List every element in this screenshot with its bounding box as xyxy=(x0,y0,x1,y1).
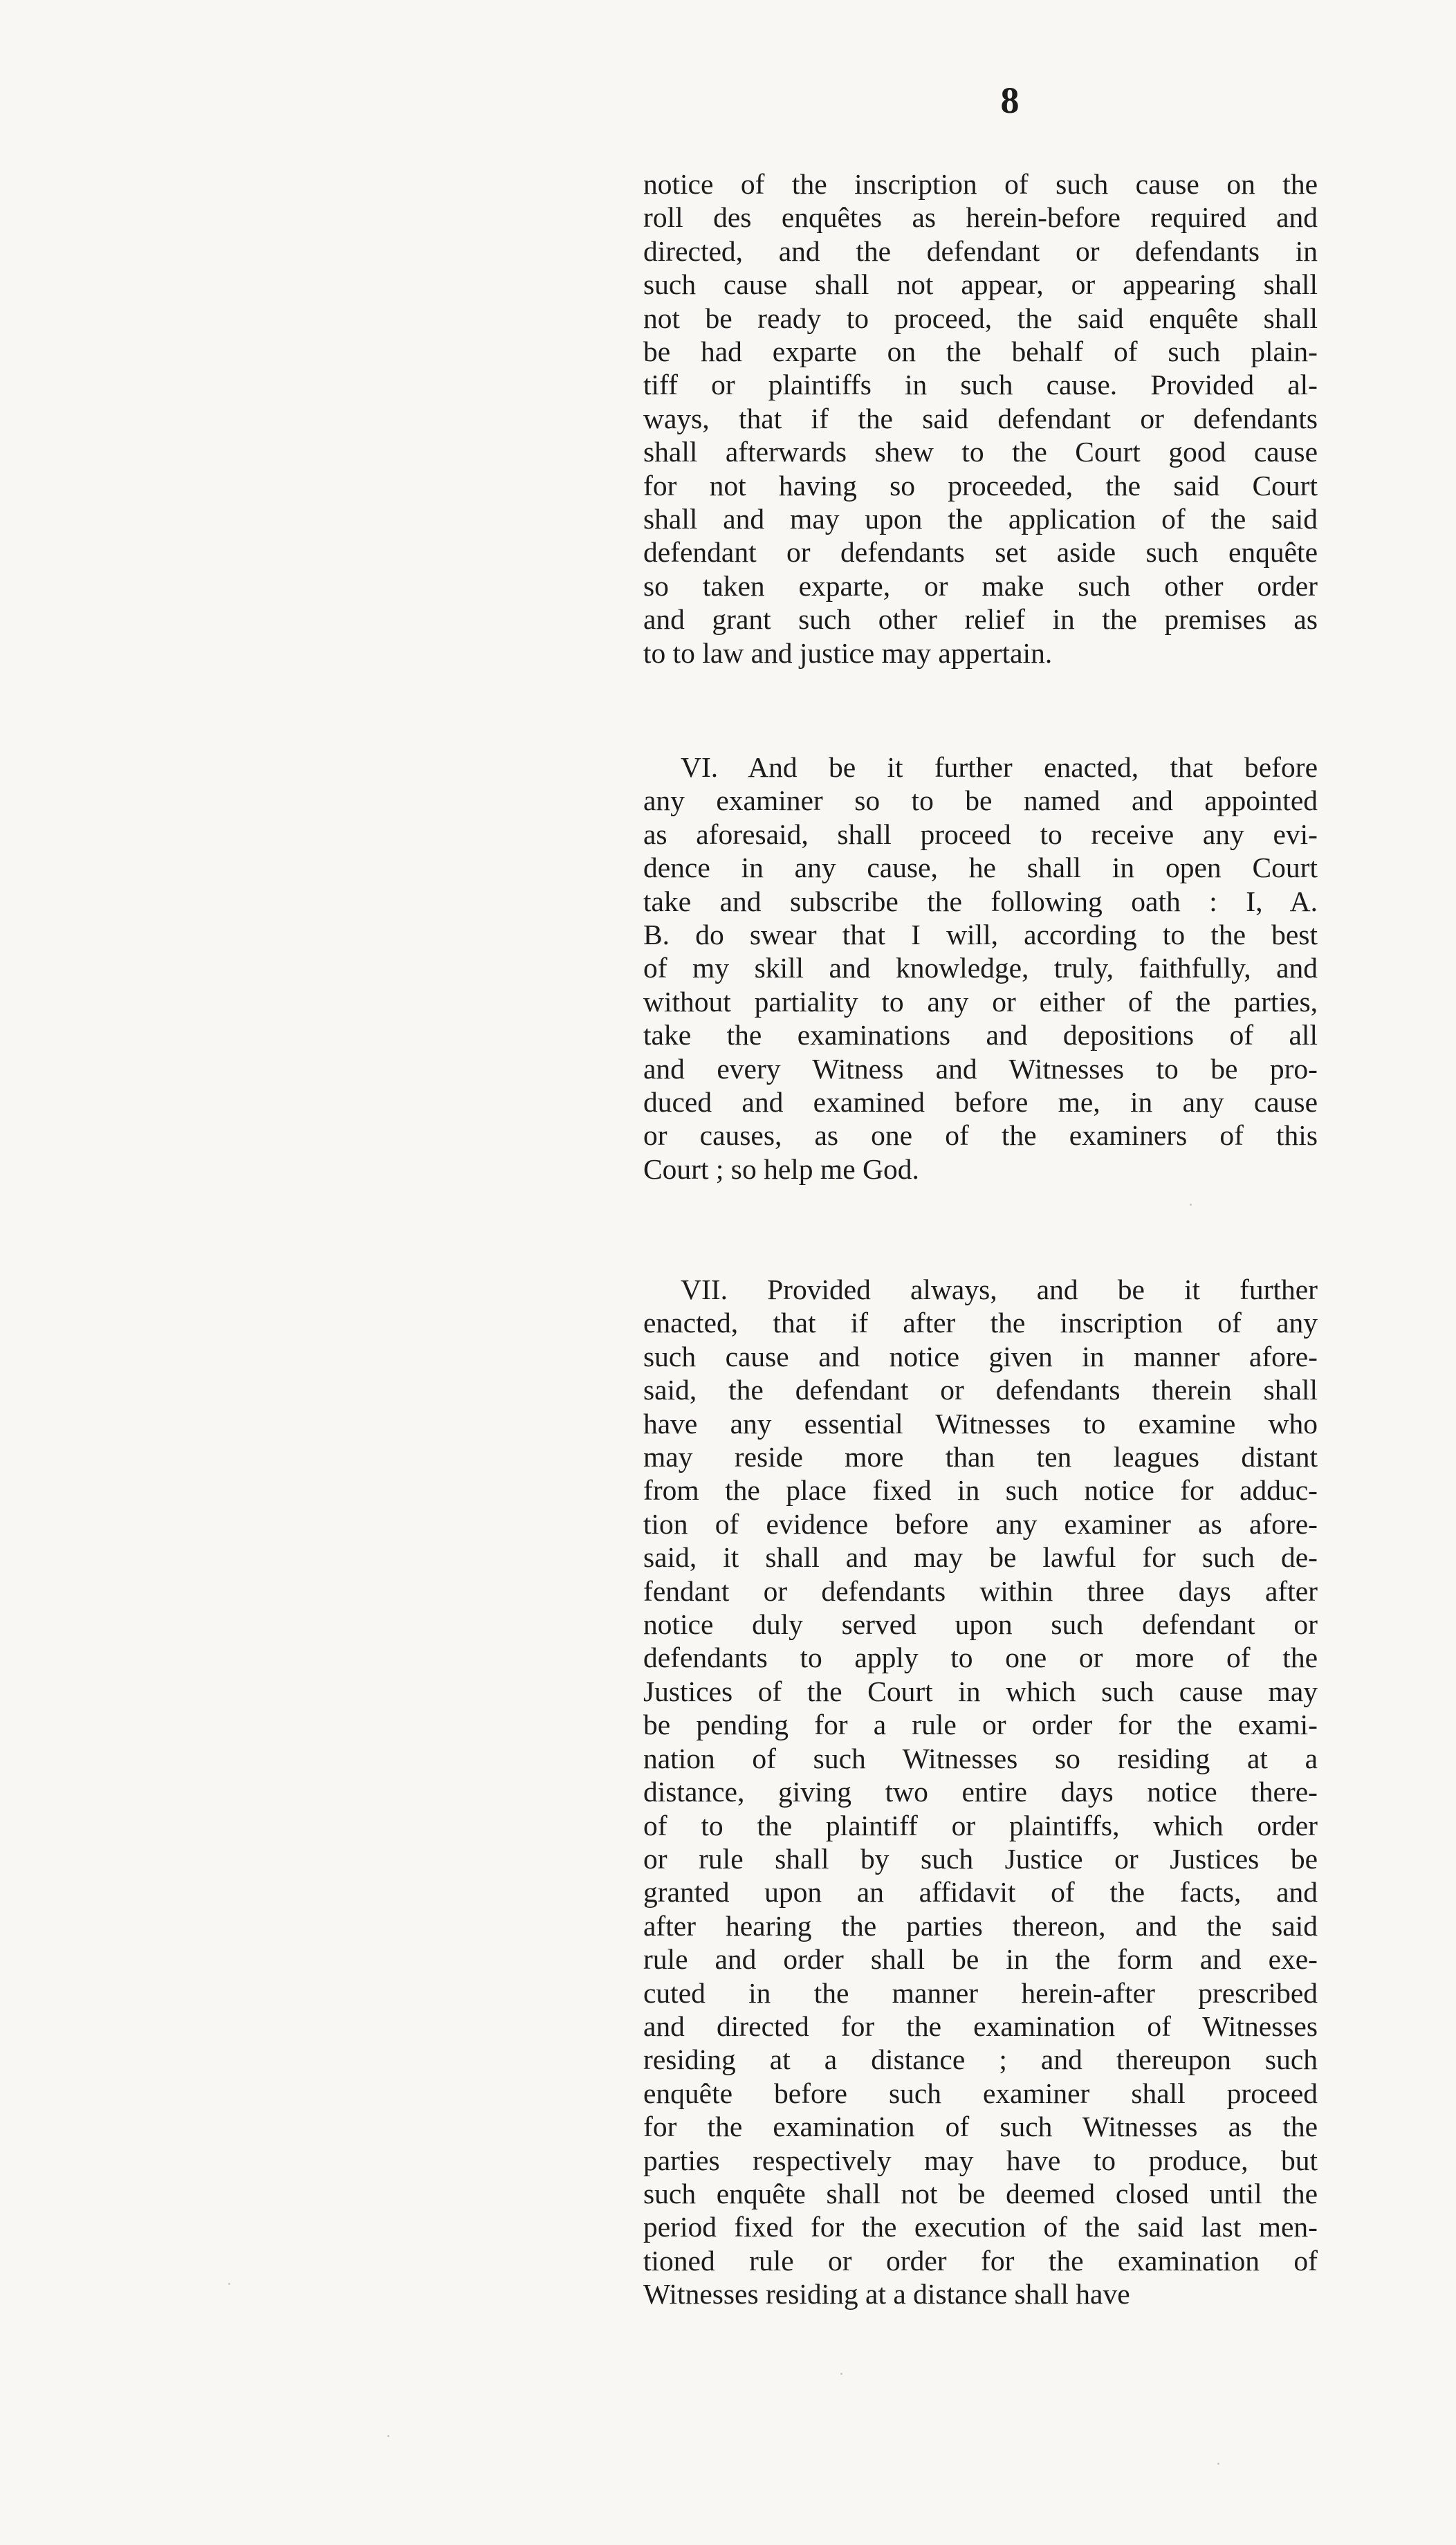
text-line: to to law and justice may appertain. xyxy=(643,636,1053,669)
text-line: and directed for the examination of Witnesses xyxy=(643,2010,1318,2042)
text-line: shall afterwards shew to the Court good cause xyxy=(643,436,1318,468)
text-line: period fixed for the execution of the said last men- xyxy=(643,2211,1318,2243)
paragraph-section-vii xyxy=(643,1273,1318,2311)
text-line: said, the defendant or defendants therein shall xyxy=(643,1374,1318,1406)
text-line: directed, and the defendant or defendants in xyxy=(643,235,1318,267)
text-line: such cause and notice given in manner afore- xyxy=(643,1340,1318,1372)
text-line: enacted, that if after the inscription of any xyxy=(643,1307,1318,1339)
paragraph-section-vi xyxy=(643,751,1318,1186)
text-line: and every Witness and Witnesses to be pro- xyxy=(643,1052,1318,1085)
text-line: VI. And be it further enacted, that before xyxy=(681,751,1318,783)
text-line: shall and may upon the application of the said xyxy=(643,503,1318,535)
text-line: take and subscribe the following oath : I, A. xyxy=(643,885,1318,917)
text-line: dence in any cause, he shall in open Court xyxy=(643,852,1318,884)
text-line: defendants to apply to one or more of the xyxy=(643,1642,1318,1674)
text-line: Justices of the Court in which such cause may xyxy=(643,1675,1318,1707)
text-line: be had exparte on the behalf of such plain- xyxy=(643,336,1318,368)
text-line: such enquête shall not be deemed closed until the xyxy=(643,2177,1318,2209)
text-line: ways, that if the said defendant or defendants xyxy=(643,402,1318,434)
paper-speck xyxy=(840,2373,842,2375)
text-line: tion of evidence before any examiner as afore- xyxy=(643,1507,1318,1540)
text-line: be pending for a rule or order for the exami- xyxy=(643,1709,1318,1741)
text-line: and grant such other relief in the premises as xyxy=(643,603,1318,636)
text-line: may reside more than ten leagues distant xyxy=(643,1441,1318,1473)
text-line: notice duly served upon such defendant or xyxy=(643,1608,1318,1641)
text-line: take the examinations and depositions of all xyxy=(643,1019,1318,1051)
text-line: for not having so proceeded, the said Court xyxy=(643,469,1318,502)
text-line: from the place fixed in such notice for adduc- xyxy=(643,1474,1318,1507)
text-line: have any essential Witnesses to examine who xyxy=(643,1407,1318,1440)
text-line: Court ; so help me God. xyxy=(643,1152,919,1185)
paper-speck xyxy=(387,2435,389,2437)
page-number: 8 xyxy=(1000,80,1020,121)
text-line: for the examination of such Witnesses as the xyxy=(643,2111,1318,2143)
text-line: after hearing the parties thereon, and the said xyxy=(643,1909,1318,1942)
paragraph-continuation xyxy=(643,167,1318,670)
text-line: as aforesaid, shall proceed to receive any evi- xyxy=(643,818,1318,850)
text-line: residing at a distance ; and thereupon such xyxy=(643,2043,1318,2076)
text-line: VII. Provided always, and be it further xyxy=(681,1274,1318,1305)
text-line: any examiner so to be named and appointed xyxy=(643,784,1318,817)
text-line: cuted in the manner herein-after prescribed xyxy=(643,1976,1318,2009)
text-line: distance, giving two entire days notice there- xyxy=(643,1776,1318,1808)
text-line: notice of the inscription of such cause on the xyxy=(643,168,1318,200)
paper-speck xyxy=(1190,1204,1192,1206)
text-line: of to the plaintiff or plaintiffs, which order xyxy=(643,1809,1318,1841)
text-line: roll des enquêtes as herein-before required and xyxy=(643,201,1318,234)
paper-speck xyxy=(228,2283,230,2285)
text-line: so taken exparte, or make such other order xyxy=(643,569,1318,602)
text-line: not be ready to proceed, the said enquête shall xyxy=(643,302,1318,334)
text-line: Witnesses residing at a distance shall have xyxy=(643,2278,1130,2310)
text-line: granted upon an affidavit of the facts, and xyxy=(643,1876,1318,1909)
text-line: defendant or defendants set aside such enquête xyxy=(643,536,1318,569)
text-line: tiff or plaintiffs in such cause. Provided al- xyxy=(643,369,1318,401)
text-line: nation of such Witnesses so residing at a xyxy=(643,1742,1318,1774)
text-line: enquête before such examiner shall proceed xyxy=(643,2077,1318,2109)
text-line: rule and order shall be in the form and exe- xyxy=(643,1943,1318,1976)
text-line: tioned rule or order for the examination of xyxy=(643,2244,1318,2277)
text-line: or causes, as one of the examiners of this xyxy=(643,1119,1318,1152)
text-line: B. do swear that I will, according to the best xyxy=(643,919,1318,951)
text-line: of my skill and knowledge, truly, faithfully, and xyxy=(643,952,1318,984)
text-line: said, it shall and may be lawful for such de- xyxy=(643,1541,1318,1574)
text-line: such cause shall not appear, or appearing shall xyxy=(643,268,1318,301)
text-line: or rule shall by such Justice or Justices be xyxy=(643,1842,1318,1875)
paper-speck xyxy=(1217,2463,1219,2465)
text-line: duced and examined before me, in any cause xyxy=(643,1086,1318,1119)
text-line: without partiality to any or either of the parties, xyxy=(643,985,1318,1018)
text-line: fendant or defendants within three days after xyxy=(643,1574,1318,1607)
text-line: parties respectively may have to produce, but xyxy=(643,2144,1318,2176)
